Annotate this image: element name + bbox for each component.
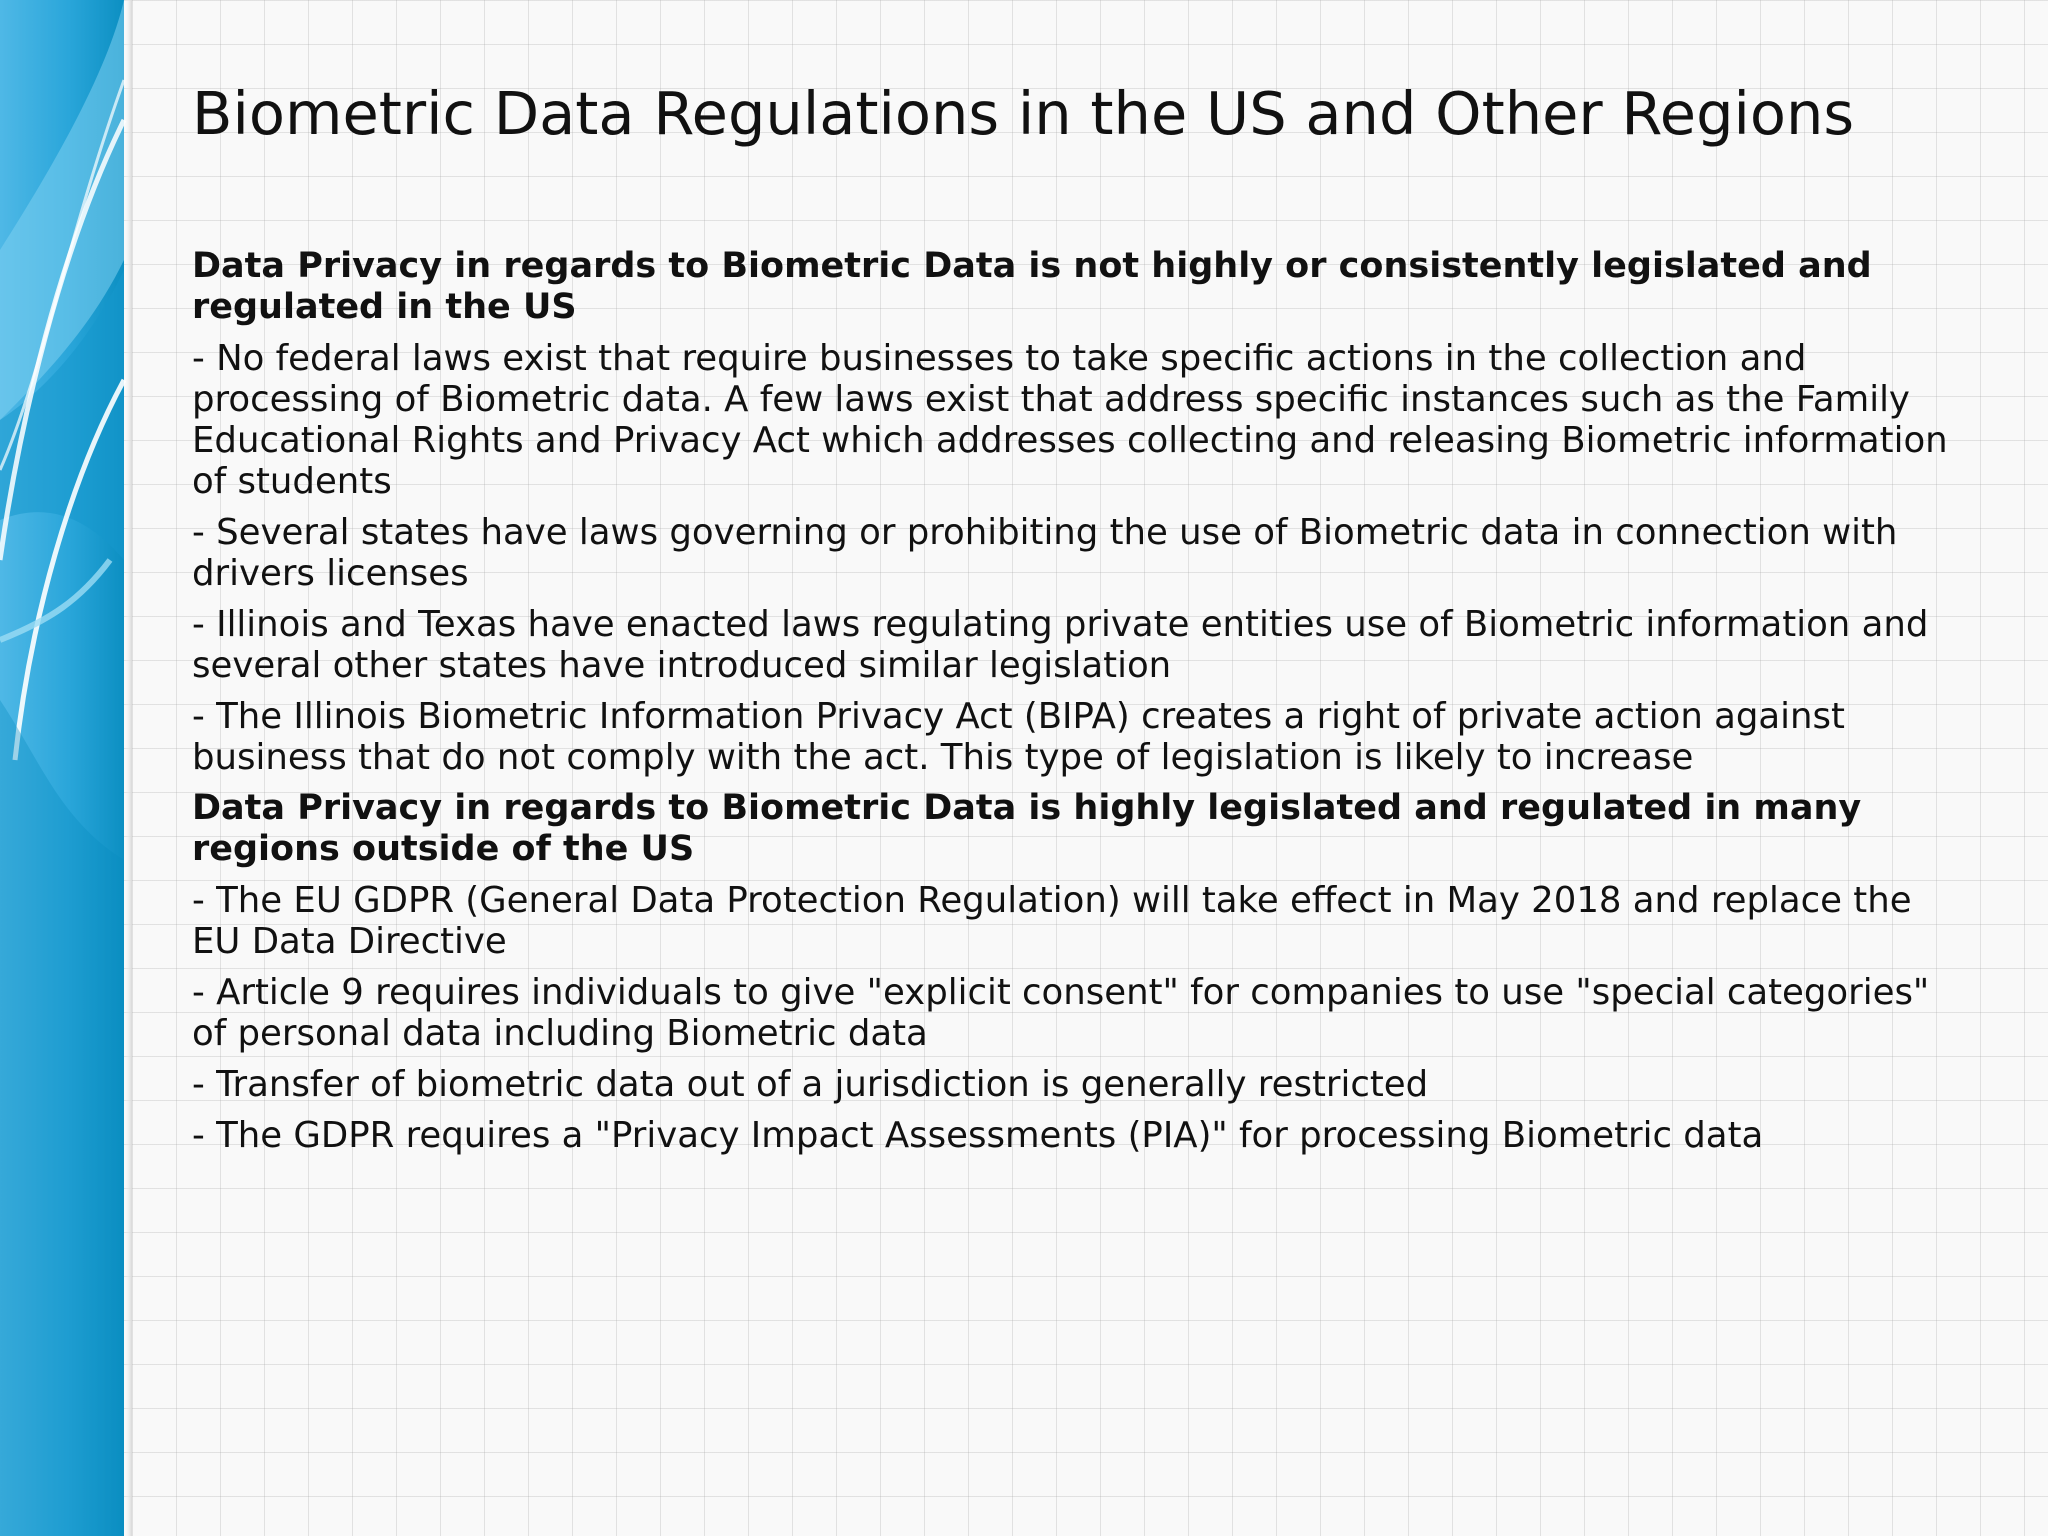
bullet-gdpr: - The EU GDPR (General Data Protection Regulation) will take effect in May 2018 and replace the EU Data Directive <box>192 880 1912 962</box>
bullet-data-transfer: - Transfer of biometric data out of a jurisdiction is generally restricted <box>192 1064 1429 1105</box>
bullet-illinois-texas: - Illinois and Texas have enacted laws regulating private entities use of Biometric information and several other states have introduced similar legislation <box>192 604 1929 686</box>
section-heading-outside-us: Data Privacy in regards to Biometric Data is highly legislated and regulated in many regions outside of the US <box>192 788 1862 869</box>
slide-title: Biometric Data Regulations in the US and Other Regions <box>192 79 1855 148</box>
decorative-side-band <box>0 0 132 1536</box>
bullet-article-9: - Article 9 requires individuals to give "explicit consent" for companies to use "special categories" of personal data including Biometric data <box>192 972 1930 1054</box>
side-band-graphic <box>0 0 132 1536</box>
bullet-state-laws: - Several states have laws governing or prohibiting the use of Biometric data in connection with drivers licenses <box>192 512 1898 594</box>
slide-body <box>192 246 1970 1166</box>
bullet-bipa: - The Illinois Biometric Information Privacy Act (BIPA) creates a right of private action against business that do not comply with the act. This type of legislation is likely to increase <box>192 696 1845 778</box>
bullet-pia: - The GDPR requires a "Privacy Impact Assessments (PIA)" for processing Biometric data <box>192 1115 1764 1156</box>
section-heading-us: Data Privacy in regards to Biometric Data is not highly or consistently legislated and regulated in the US <box>192 246 1872 327</box>
bullet-federal-laws: - No federal laws exist that require businesses to take specific actions in the collection and processing of Biometric data. A few laws exist that address specific instances such as the Family Educational Rights and Privacy Act which addresses collecting and releasing Biometric information of students <box>192 338 1948 502</box>
